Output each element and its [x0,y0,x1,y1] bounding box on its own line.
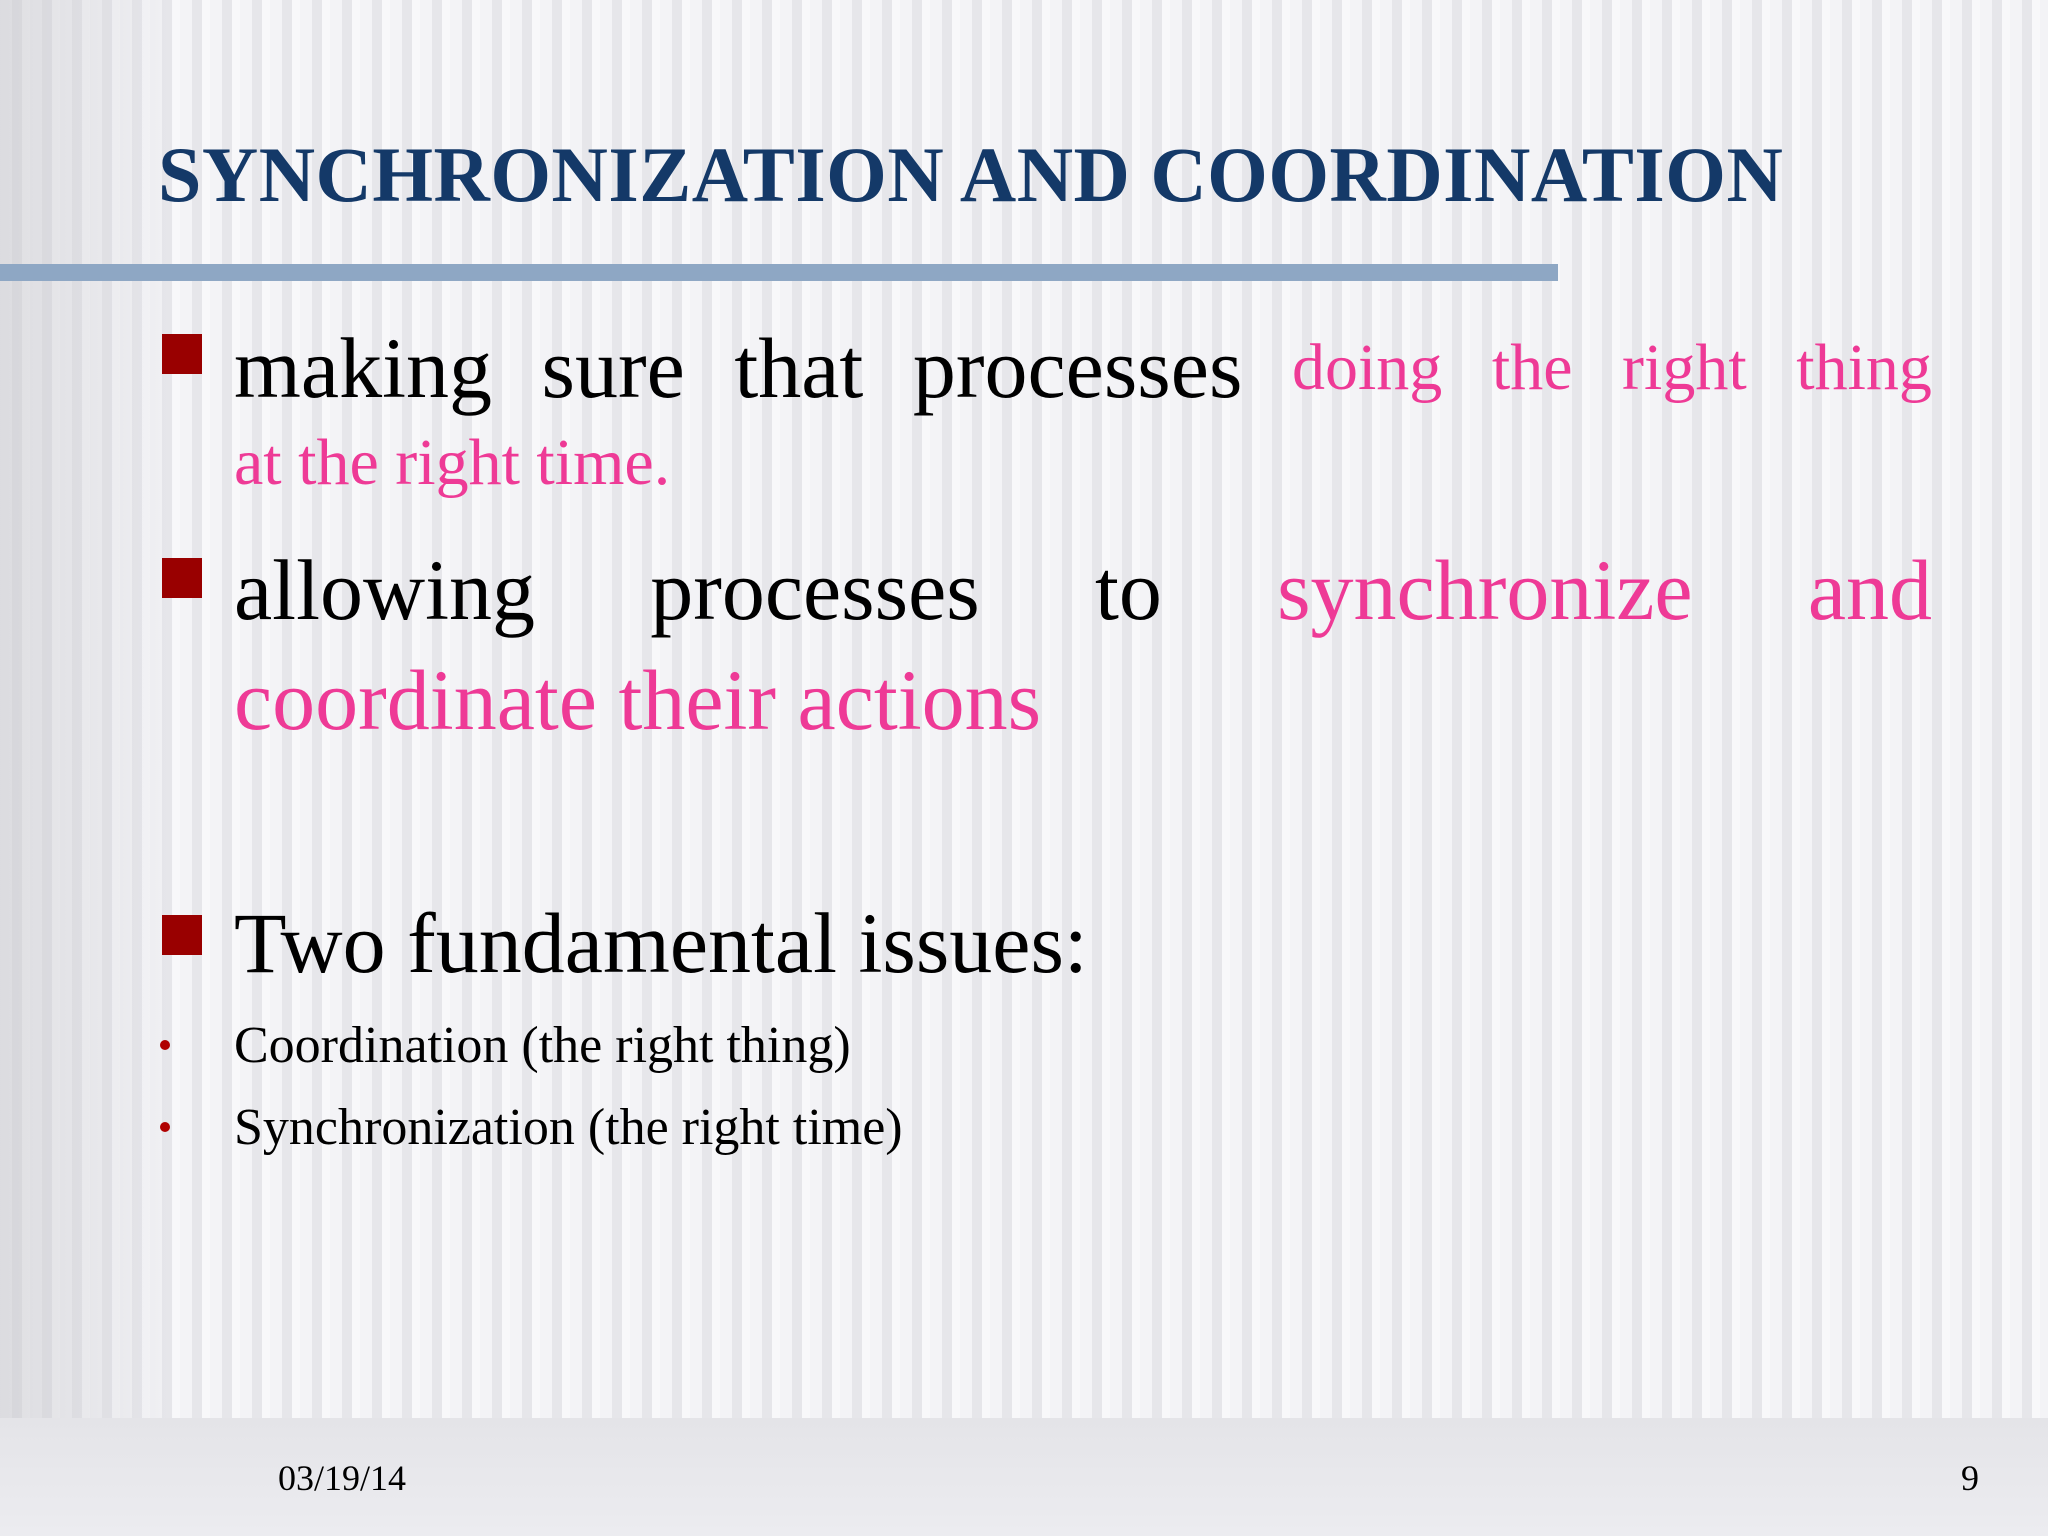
sub-bullet-dot-1 [160,1040,170,1050]
page-number: 9 [1961,1458,1979,1498]
bullet-2-highlight-word: synchronize [1277,542,1693,638]
bullet-2-highlight-word: and [1807,542,1932,638]
bullet-1-highlight-word: right [1622,331,1747,404]
bullet-square-2 [162,558,202,598]
bullet-1-highlight-word: the [1491,331,1573,404]
sub-bullet-dot-2 [160,1122,170,1132]
bullet-square-1 [162,334,202,374]
bullet-1-line-2: at the right time. [234,426,671,499]
bullet-2-word: to [1094,542,1162,638]
sub-bullet-1: Coordination (the right thing) [234,1017,851,1074]
bullet-1-word: processes [912,320,1243,416]
bullet-1-word: that [734,320,864,416]
bullet-2-word: allowing [234,542,535,638]
bullet-1-line-1 [234,318,1932,418]
bullet-2-word: processes [650,542,980,638]
bullet-1-word: sure [541,320,685,416]
bullet-1-highlight-word: doing [1291,331,1443,404]
sub-bullet-2: Synchronization (the right time) [234,1099,903,1156]
footer-date: 03/19/14 [278,1458,407,1498]
bullet-square-3 [162,915,202,955]
bullet-2-line-2: coordinate their actions [234,652,1042,748]
bullet-2-line-1 [234,540,1932,640]
bullet-3-text: Two fundamental issues: [234,895,1088,991]
bullet-1-highlight-word: thing [1796,331,1932,404]
title-underline [0,264,1558,281]
slide-title: SYNCHRONIZATION AND COORDINATION [158,131,1784,218]
bullet-1-word: making [234,320,492,416]
